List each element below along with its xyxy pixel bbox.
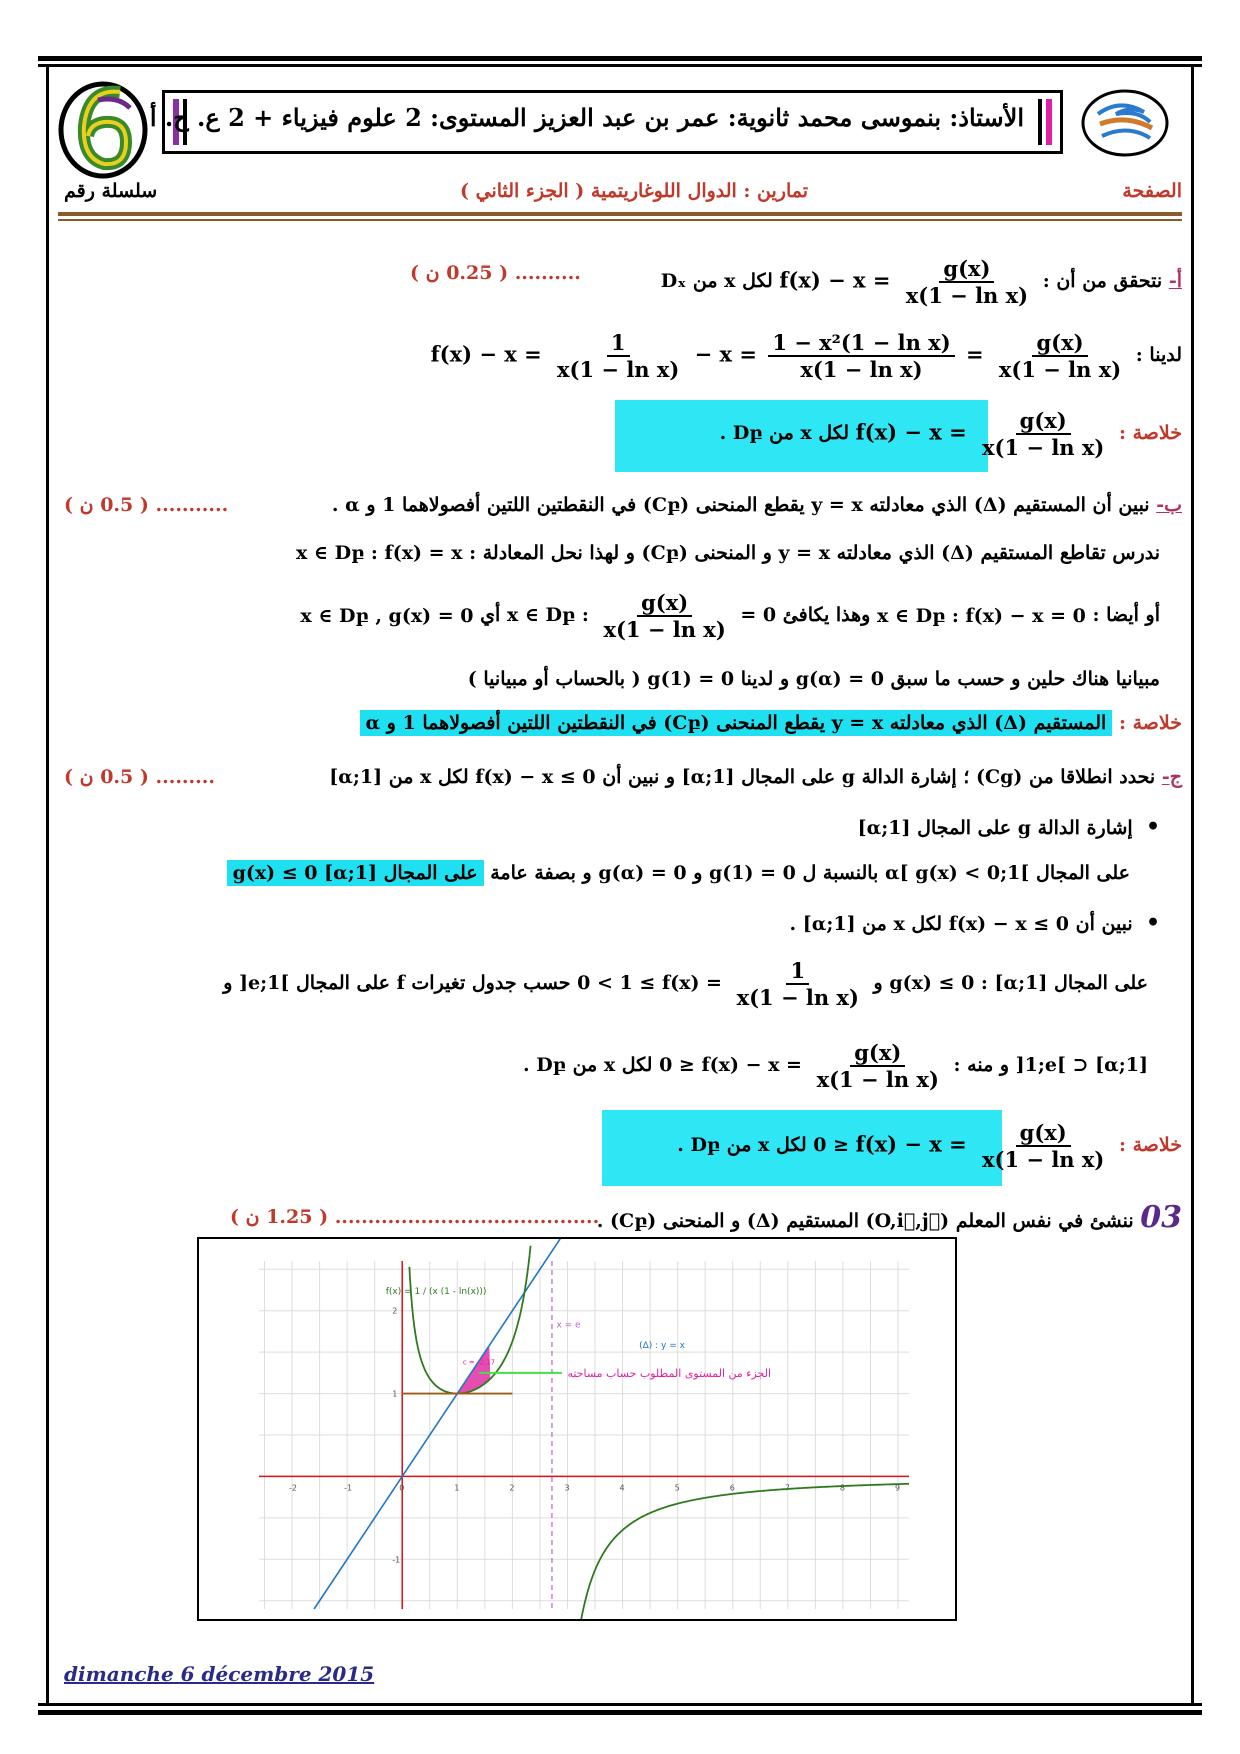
header-box xyxy=(149,90,1063,154)
footer-date: dimanche 6 décembre 2015 xyxy=(64,1662,375,1686)
region-caption: الجزء من المستوى المطلوب حساب مساحته xyxy=(567,1366,772,1380)
divider-thin xyxy=(58,219,1182,221)
x-tick-label: 4 xyxy=(619,1483,625,1493)
page-label: الصفحة xyxy=(1122,180,1182,202)
plot-svg xyxy=(199,1239,955,1619)
part-a-points: .......... ( 0.25 ن ) xyxy=(410,262,581,284)
x-tick-label: 3 xyxy=(564,1483,570,1493)
frame-left xyxy=(46,64,49,1703)
part-a-question: أ- نتحقق من أن : f(x) − x = $\frac{g(x)}{\text{x(1 − ln x)}}$ لكل x من Dₓ xyxy=(660,256,1182,308)
part-c-subset-line: [1;α] ⊂ ]1;e[ و منه : f(x) − x = $\frac{g(x)}{\text{x(1 − ln x)}}$ ≤ 0 لكل x من Dբ . xyxy=(523,1040,1148,1092)
x-tick-label: -2 xyxy=(289,1483,298,1493)
y-tick-label: 1 xyxy=(392,1389,398,1399)
frame-bottom-outer xyxy=(38,1710,1202,1715)
part-c-bullet1: • إشارة الدالة g على المجال [1;α] xyxy=(857,814,1160,840)
frame-right xyxy=(1191,64,1194,1703)
x-tick-label: -1 xyxy=(344,1483,353,1493)
part-b-points: ........... ( 0.5 ن ) xyxy=(64,494,229,516)
school-logo-icon xyxy=(1080,88,1170,158)
frame-top-inner xyxy=(38,64,1202,67)
part-a-conclusion: خلاصة : f(x) − x = $\frac{g(x)}{\text{x(1 − ln x)}}$ لكل x من Dբ . xyxy=(719,408,1182,460)
x-tick-label: 0 xyxy=(399,1483,405,1493)
part-a-derivation: لدينا : f(x) − x = $\frac{1}{\text{x(1 − ln x)}}$ − x = $\frac{\text{1 − x²(1 − ln x)}}{\text{x(1 − ln x)}}$ = $\frac{g(x)}{\text{x(1 − ln x)}}$ xyxy=(430,330,1182,382)
part-b-line4: مبيانيا هناك حلين و حسب ما سبق g(α) = 0 و لدينا g(1) = 0 ( بالحساب أو مبيانيا ) xyxy=(467,668,1160,690)
delta-label: (Δ) : y = x xyxy=(639,1341,685,1351)
x-tick-label: 5 xyxy=(674,1483,680,1493)
number-six-logo xyxy=(58,78,148,180)
part-c-points: ......... ( 0.5 ن ) xyxy=(64,766,216,788)
y-tick-label: -1 xyxy=(392,1555,401,1565)
c-label: c = -2.17 xyxy=(462,1358,496,1367)
part-c-interval-line: على المجال [1;α] : g(x) ≤ 0 و f(x) = $\frac{1}{\text{x(1 − ln x)}}$ ≥ 1 > 0 حسب جدول تغيرات f على المجال ]1;e[ و xyxy=(223,958,1148,1010)
x-tick-label: 8 xyxy=(839,1483,845,1493)
divider xyxy=(58,212,1182,216)
part-b-conclusion: خلاصة : المستقيم (Δ) الذي معادلته y = x يقطع المنحنى (Cբ) في النقطتين اللتين أفصولاهما 1 و α xyxy=(360,712,1182,734)
part-c-conclusion: خلاصة : f(x) − x = $\frac{g(x)}{\text{x(1 − ln x)}}$ ≤ 0 لكل x من Dբ . xyxy=(677,1120,1182,1172)
function-graph xyxy=(197,1237,957,1621)
x-tick-label: 6 xyxy=(729,1483,735,1493)
worksheet-title: تمارين : الدوال اللوغاريتمية ( الجزء الثاني ) xyxy=(460,180,809,202)
part-b-line2: ندرس تقاطع المستقيم (Δ) الذي معادلته y = x و المنحنى (Cբ) و لهذا نحل المعادلة : x ∈ Dբ : f(x) = x xyxy=(295,542,1160,564)
curve-branch-2 xyxy=(580,1484,909,1619)
y-tick-label: 2 xyxy=(392,1306,398,1316)
part-b-question: ب- نبين أن المستقيم (Δ) الذي معادلته y = x يقطع المنحنى (Cբ) في النقطتين اللتين أفصولاهما 1 و α . xyxy=(331,494,1182,516)
part-c-question: ج- نحدد انطلاقا من (Cg) ؛ إشارة الدالة g على المجال [1;α] و نبين أن f(x) − x ≤ 0 لكل x من [1;α] xyxy=(329,766,1182,788)
x-tick-label: 7 xyxy=(784,1483,790,1493)
x-tick-label: 9 xyxy=(894,1483,901,1493)
asymptote-label: x = e xyxy=(556,1320,581,1331)
frame-bottom-inner xyxy=(38,1703,1202,1706)
part-b-line3: أو أيضا : x ∈ Dբ : f(x) − x = 0 وهذا يكافئ x ∈ Dբ : $\frac{g(x)}{\text{x(1 − ln x)}}$ = 0 أي x ∈ Dբ , g(x) = 0 xyxy=(300,590,1160,642)
part-a-equation: f(x) − x = $\frac{g(x)}{\text{x(1 − ln x)}}$ xyxy=(779,256,1029,308)
x-tick-label: 2 xyxy=(509,1483,515,1493)
frame-top-outer xyxy=(38,56,1202,61)
series-label: سلسلة رقم xyxy=(64,180,158,202)
header-title: الأستاذ: بنموسى محمد ثانوية: عمر بن عبد العزيز المستوى: 2 علوم فيزياء + 2 ع. ح. أ xyxy=(149,103,1024,132)
x-tick-label: 1 xyxy=(454,1483,460,1493)
part-03-points: ........................................ ( 1.25 ن ) xyxy=(230,1206,600,1228)
part-03-question: 03 ننشئ في نفس المعلم (O,i⃗,j⃗) المستقيم (Δ) و المنحنى (Cբ) . xyxy=(596,1200,1182,1235)
part-c-sign-line: على المجال ]1;α[ g(x) < 0 بالنسبة ل g(1) = 0 و g(α) = 0 و بصفة عامة على المجال [1;α] g(x) ≤ 0 xyxy=(227,862,1130,884)
part-c-bullet2: • نبين أن f(x) − x ≤ 0 لكل x من [1;α] . xyxy=(789,910,1160,936)
part-03-number: 03 xyxy=(1140,1200,1182,1235)
function-label: f(x) = 1 / (x (1 - ln(x))) xyxy=(385,1287,487,1298)
